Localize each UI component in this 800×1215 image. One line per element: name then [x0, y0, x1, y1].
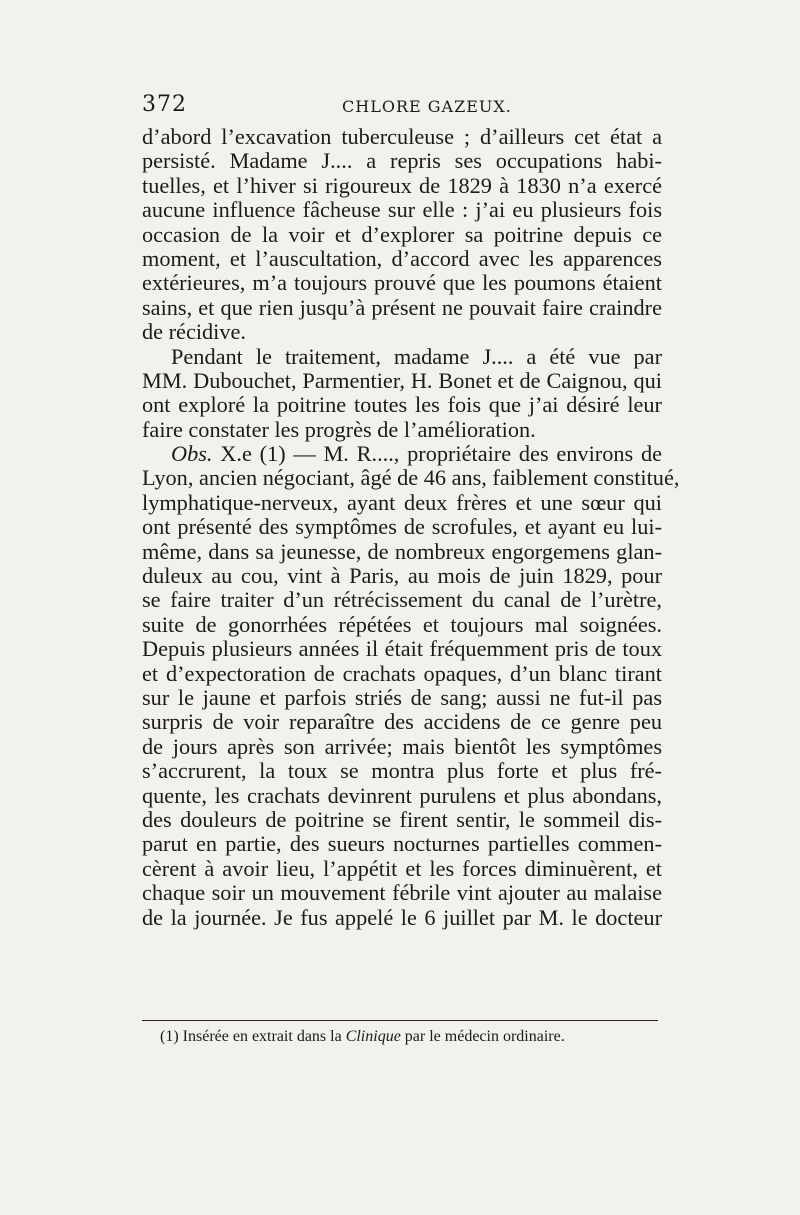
text-line: des douleurs de poitrine se firent sentir, le sommeil dis- [142, 806, 662, 832]
text-line: lymphatique-nerveux, ayant deux frères et une sœur qui [142, 489, 662, 515]
text-line: extérieures, m’a toujours prouvé que les poumons étaient [142, 270, 662, 296]
footnote-marker: (1) [160, 1028, 179, 1045]
text-line: et d’expectoration de crachats opaques, d’un blanc tirant [142, 660, 662, 686]
text-line: Pendant le traitement, madame J.... a été vue par [171, 343, 662, 369]
text-line: sur le jaune et parfois striés de sang; aussi ne fut-il pas [142, 684, 662, 710]
text-line: se faire traiter d’un rétrécissement du canal de l’urètre, [142, 587, 662, 613]
footnote-text-after: par le médecin ordinaire. [404, 1028, 565, 1045]
text-line: surpris de voir reparaître des accidens de ce genre peu [142, 709, 662, 735]
text-line: de jours après son arrivée; mais bientôt les symptômes [142, 733, 662, 759]
text-line: même, dans sa jeunesse, de nombreux engorgemens glan- [142, 538, 662, 564]
text-line: ont exploré la poitrine toutes les fois que j’ai désiré leur [142, 392, 662, 418]
text-line: cèrent à avoir lieu, l’appétit et les forces diminuèrent, et [142, 855, 662, 881]
text-line: persisté. Madame J.... a repris ses occupations habi- [142, 148, 662, 174]
text-line: sains, et que rien jusqu’à présent ne pouvait faire craindre [142, 294, 662, 320]
footnote-italic-word: Clinique [345, 1028, 401, 1045]
text-line: de récidive. [142, 319, 246, 345]
observation-label: Obs. [171, 441, 213, 467]
text-line: chaque soir un mouvement fébrile vint ajouter au malaise [142, 880, 662, 906]
text-line: Lyon, ancien négociant, âgé de 46 ans, faiblement constitué, [142, 465, 680, 491]
text-line: aucune influence fâcheuse sur elle : j’ai eu plusieurs fois [142, 197, 662, 223]
text-line: faire constater les progrès de l’amélioration. [142, 416, 536, 442]
body-text [142, 124, 680, 930]
text-line: de la journée. Je fus appelé le 6 juillet par M. le docteur [142, 904, 662, 930]
running-title: CHLORE GAZEUX. [342, 97, 512, 116]
text-line: occasion de la voir et d’explorer sa poitrine depuis ce [142, 221, 662, 247]
text-line: suite de gonorrhées répétées et toujours mal soignées. [142, 611, 662, 637]
text-line: s’accrurent, la toux se montra plus forte et plus fré- [142, 758, 662, 784]
text-line: tuelles, et l’hiver si rigoureux de 1829 à 1830 n’a exercé [142, 172, 662, 198]
footnote-divider [142, 1020, 658, 1021]
footnote-text-before: Insérée en extrait dans la [182, 1028, 342, 1045]
text-line: ont présenté des symptômes de scrofules, et ayant eu lui- [142, 514, 662, 540]
text-line: d’abord l’excavation tuberculeuse ; d’ailleurs cet état a [142, 124, 662, 149]
page-header [142, 92, 662, 122]
text-line: MM. Dubouchet, Parmentier, H. Bonet et de Caignou, qui [142, 367, 662, 393]
footnote [160, 1028, 660, 1046]
text-line: moment, et l’auscultation, d’accord avec les apparences [142, 245, 662, 271]
page-number: 372 [142, 92, 187, 117]
text-line: parut en partie, des sueurs nocturnes partielles commen- [142, 831, 662, 857]
text-line: duleux au cou, vint à Paris, au mois de juin 1829, pour [142, 563, 662, 589]
text-line-observation-start: Obs. X.e (1) — M. R...., propriétaire des environs de [171, 441, 662, 467]
text-line: Depuis plusieurs années il était fréquemment pris de toux [142, 636, 662, 662]
text-line: quente, les crachats devinrent purulens et plus abondans, [142, 782, 662, 808]
